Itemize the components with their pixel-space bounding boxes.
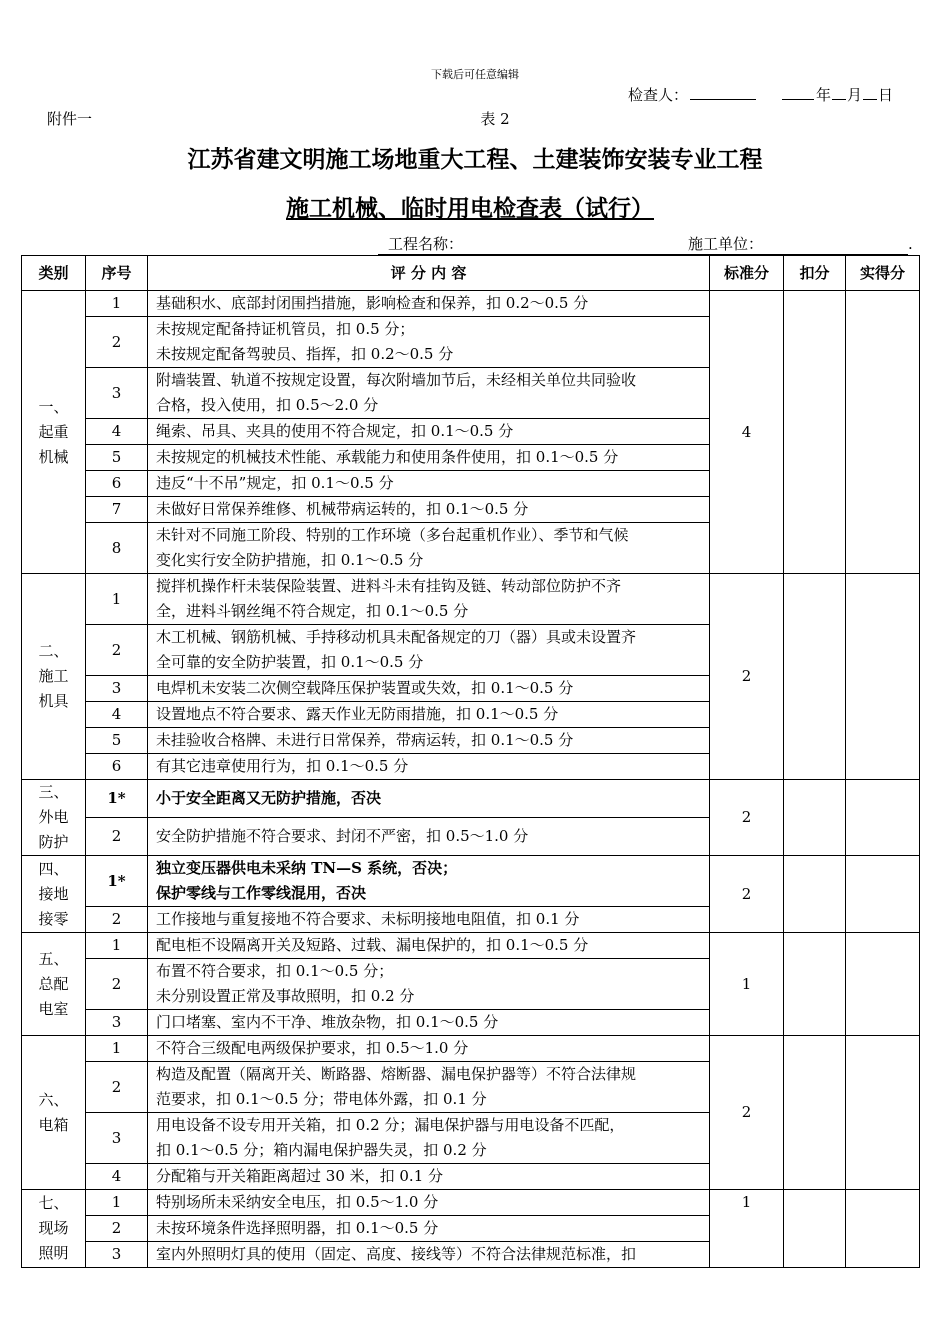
content-line: 电焊机未安装二次侧空载降压保护装置或失效，扣 0.1～0.5 分: [156, 679, 574, 697]
col-header-deduction: 扣分: [784, 256, 846, 291]
category-cell: [22, 1036, 86, 1190]
year-label: 年: [816, 86, 832, 104]
category-label: 起重: [38, 422, 69, 441]
item-content: [148, 702, 710, 728]
item-content: [148, 818, 710, 856]
item-number: 2: [86, 818, 148, 856]
item-content: [148, 933, 710, 959]
item-number: 4: [86, 1164, 148, 1190]
content-line: 保护零线与工作零线混用，否决: [156, 884, 367, 902]
item-content: [148, 1242, 710, 1268]
standard-score-cell: 4: [710, 291, 784, 574]
category-label: 四、: [38, 859, 69, 878]
item-number: 1*: [86, 780, 148, 818]
table-row: [22, 1036, 920, 1062]
page-title: 江苏省建文明施工场地重大工程、土建装饰安装专业工程: [187, 146, 763, 173]
col-header-category: 类别: [22, 256, 86, 291]
item-content: [148, 1216, 710, 1242]
item-number: 4: [86, 702, 148, 728]
category-label: 接零: [38, 909, 69, 928]
item-number: 3: [86, 1010, 148, 1036]
category-label: 二、: [38, 642, 69, 660]
content-line: 全，进料斗钢丝绳不符合规定，扣 0.1～0.5 分: [156, 602, 469, 620]
deduction-cell[interactable]: [784, 933, 846, 1036]
item-number: 6: [86, 471, 148, 497]
standard-score-cell: 2: [710, 574, 784, 780]
content-line: 工作接地与重复接地不符合要求、未标明接地电阻值，扣 0.1 分: [156, 910, 580, 928]
item-content: [148, 497, 710, 523]
category-cell: [22, 933, 86, 1036]
actual-score-cell[interactable]: [846, 574, 920, 780]
item-content: [148, 445, 710, 471]
item-number: 2: [86, 907, 148, 933]
item-number: 1: [86, 574, 148, 625]
line-end-mark: .: [908, 235, 913, 253]
item-number: 2: [86, 1216, 148, 1242]
table-row: [22, 1190, 920, 1216]
standard-score-cell: 2: [710, 1036, 784, 1190]
page-subtitle: 施工机械、临时用电检查表（试行）: [286, 195, 654, 222]
item-number: 1: [86, 1036, 148, 1062]
category-cell: [22, 291, 86, 574]
item-number: 5: [86, 728, 148, 754]
content-line: 未按环境条件选择照明器，扣 0.1～0.5 分: [156, 1219, 439, 1237]
item-number: 2: [86, 625, 148, 676]
item-number: 2: [86, 959, 148, 1010]
item-content: [148, 368, 710, 419]
category-label: 电箱: [38, 1115, 69, 1134]
content-line: 构造及配置（隔离开关、断路器、熔断器、漏电保护器等）不符合法律规: [156, 1065, 637, 1083]
table-row: [22, 856, 920, 907]
item-content: [148, 419, 710, 445]
category-label: 一、: [38, 397, 69, 416]
item-content: [148, 728, 710, 754]
item-number: 1: [86, 933, 148, 959]
item-content: [148, 1010, 710, 1036]
item-content: [148, 856, 710, 907]
inspector-blank: [690, 87, 756, 100]
item-content: [148, 317, 710, 368]
item-content: [148, 625, 710, 676]
content-line: 未按规定配备驾驶员、指挥，扣 0.2～0.5 分: [156, 345, 454, 363]
category-label: 施工: [38, 667, 69, 685]
item-number: 7: [86, 497, 148, 523]
deduction-cell[interactable]: [784, 574, 846, 780]
table-row: [22, 933, 920, 959]
table-row: [22, 291, 920, 317]
item-content: [148, 523, 710, 574]
actual-score-cell[interactable]: [846, 291, 920, 574]
item-content: [148, 959, 710, 1010]
table-number: 表 2: [480, 110, 510, 128]
content-line: 绳索、吊具、夹具的使用不符合规定，扣 0.1～0.5 分: [156, 422, 514, 440]
actual-score-cell[interactable]: [846, 933, 920, 1036]
content-line: 合格，投入使用，扣 0.5～2.0 分: [156, 396, 379, 414]
table-header-row: [22, 256, 920, 291]
category-label: 电室: [38, 999, 69, 1018]
year-blank: [782, 87, 814, 100]
category-label: 七、: [38, 1194, 69, 1212]
actual-score-cell[interactable]: [846, 780, 920, 856]
category-label: 防护: [38, 833, 69, 851]
inspector-line: [628, 84, 893, 105]
project-info-line: [378, 233, 913, 255]
content-line: 扣 0.1～0.5 分；箱内漏电保护器失灵，扣 0.2 分: [156, 1141, 487, 1159]
content-line: 用电设备不设专用开关箱，扣 0.2 分；漏电保护器与用电设备不匹配，: [156, 1116, 625, 1134]
deduction-cell[interactable]: [784, 780, 846, 856]
item-content: [148, 1113, 710, 1164]
content-line: 违反“十不吊”规定，扣 0.1～0.5 分: [156, 474, 394, 492]
content-line: 全可靠的安全防护装置，扣 0.1～0.5 分: [156, 653, 424, 671]
item-content: [148, 574, 710, 625]
content-line: 未做好日常保养维修、机械带病运转的，扣 0.1～0.5 分: [156, 500, 529, 518]
top-note: 下载后可任意编辑: [431, 68, 519, 81]
content-line: 安全防护措施不符合要求、封闭不严密，扣 0.5～1.0 分: [156, 827, 529, 845]
project-name-label: 工程名称：: [378, 233, 688, 255]
col-header-standard: 标准分: [710, 256, 784, 291]
category-label: 现场: [38, 1219, 69, 1237]
item-number: 1: [86, 291, 148, 317]
content-line: 有其它违章使用行为，扣 0.1～0.5 分: [156, 757, 409, 775]
content-line: 木工机械、钢筋机械、手持移动机具未配备规定的刀（器）具或未设置齐: [156, 628, 637, 646]
actual-score-cell[interactable]: [846, 1036, 920, 1190]
item-number: 2: [86, 1062, 148, 1113]
content-line: 门口堵塞、室内不干净、堆放杂物，扣 0.1～0.5 分: [156, 1013, 499, 1031]
item-number: 1*: [86, 856, 148, 907]
inspector-label: 检查人：: [628, 86, 689, 104]
category-label: 接地: [38, 884, 69, 903]
item-number: 3: [86, 1242, 148, 1268]
content-line: 分配箱与开关箱距离超过 30 米，扣 0.1 分: [156, 1167, 444, 1185]
category-label: 外电: [38, 808, 69, 826]
table-row: [22, 780, 920, 818]
item-content: [148, 1190, 710, 1216]
item-number: 4: [86, 419, 148, 445]
category-cell: [22, 1190, 86, 1268]
item-content: [148, 1036, 710, 1062]
item-content: [148, 1062, 710, 1113]
category-label: 三、: [38, 783, 69, 801]
inspection-table: [21, 255, 920, 1268]
item-content: [148, 780, 710, 818]
item-number: 1: [86, 1190, 148, 1216]
category-label: 五、: [38, 949, 69, 968]
table-row: [22, 574, 920, 625]
item-content: [148, 291, 710, 317]
category-label: 机械: [38, 447, 69, 466]
content-line: 独立变压器供电未采纳 TN—S 系统，否决；: [156, 859, 458, 877]
item-number: 5: [86, 445, 148, 471]
item-number: 3: [86, 368, 148, 419]
content-line: 布置不符合要求，扣 0.1～0.5 分；: [156, 962, 394, 980]
deduction-cell[interactable]: [784, 856, 846, 933]
content-line: 未针对不同施工阶段、特别的工作环境（多台起重机作业）、季节和气候: [156, 526, 629, 544]
deduction-cell[interactable]: [784, 291, 846, 574]
category-cell: [22, 780, 86, 856]
content-line: 设置地点不符合要求、露天作业无防雨措施，扣 0.1～0.5 分: [156, 705, 559, 723]
category-label: 机具: [38, 692, 69, 710]
content-line: 未分别设置正常及事故照明，扣 0.2 分: [156, 987, 415, 1005]
content-line: 基础积水、底部封闭围挡措施，影响检查和保养，扣 0.2～0.5 分: [156, 294, 589, 312]
content-line: 附墙装置、轨道不按规定设置，每次附墙加节后，未经相关单位共同验收: [156, 371, 637, 389]
item-content: [148, 471, 710, 497]
category-label: 六、: [38, 1090, 69, 1109]
standard-score-cell: 2: [710, 780, 784, 856]
day-label: 日: [878, 86, 894, 104]
content-line: 小于安全距离又无防护措施，否决: [156, 789, 382, 807]
deduction-cell[interactable]: [784, 1190, 846, 1268]
content-line: 不符合三级配电两级保护要求，扣 0.5～1.0 分: [156, 1039, 469, 1057]
item-number: 3: [86, 1113, 148, 1164]
content-line: 搅拌机操作杆未装保险装置、进料斗未有挂钩及链、转动部位防护不齐: [156, 577, 622, 595]
standard-score-cell: 1: [710, 1190, 784, 1268]
standard-score-cell: 2: [710, 856, 784, 933]
deduction-cell[interactable]: [784, 1036, 846, 1190]
item-number: 6: [86, 754, 148, 780]
actual-score-cell[interactable]: [846, 856, 920, 933]
month-label: 月: [847, 86, 863, 104]
item-content: [148, 676, 710, 702]
content-line: 未挂验收合格牌、未进行日常保养，带病运转，扣 0.1～0.5 分: [156, 731, 574, 749]
content-line: 范要求，扣 0.1～0.5 分；带电体外露，扣 0.1 分: [156, 1090, 487, 1108]
construction-unit-label: 施工单位：: [688, 233, 908, 255]
content-line: 配电柜不设隔离开关及短路、过载、漏电保护的，扣 0.1～0.5 分: [156, 936, 589, 954]
content-line: 特别场所未采纳安全电压，扣 0.5～1.0 分: [156, 1193, 439, 1211]
content-line: 未按规定的机械技术性能、承载能力和使用条件使用，扣 0.1～0.5 分: [156, 448, 619, 466]
item-content: [148, 754, 710, 780]
attachment-label: 附件一: [47, 110, 93, 128]
day-blank: [863, 87, 877, 100]
item-content: [148, 1164, 710, 1190]
category-label: 总配: [38, 974, 69, 993]
item-number: 8: [86, 523, 148, 574]
item-content: [148, 907, 710, 933]
category-cell: [22, 574, 86, 780]
category-cell: [22, 856, 86, 933]
item-number: 2: [86, 317, 148, 368]
actual-score-cell[interactable]: [846, 1190, 920, 1268]
col-header-content: 评 分 内 容: [148, 256, 710, 291]
month-blank: [832, 87, 846, 100]
category-label: 照明: [38, 1244, 69, 1262]
col-header-number: 序号: [86, 256, 148, 291]
content-line: 变化实行安全防护措施，扣 0.1～0.5 分: [156, 551, 424, 569]
item-number: 3: [86, 676, 148, 702]
standard-score-cell: 1: [710, 933, 784, 1036]
col-header-score: 实得分: [846, 256, 920, 291]
content-line: 室内外照明灯具的使用（固定、高度、接线等）不符合法律规范标准，扣: [156, 1245, 637, 1263]
content-line: 未按规定配备持证机管员，扣 0.5 分；: [156, 320, 415, 338]
